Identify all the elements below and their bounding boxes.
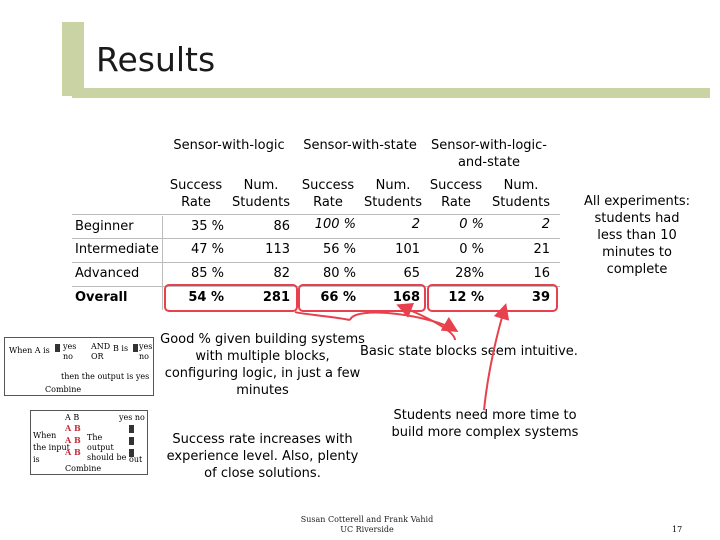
table-cell: 101 (395, 242, 420, 257)
note-success-rate: Success rate increases with experience level. Also, plenty of close solutions. (166, 432, 359, 481)
table-cell: 12 % (448, 290, 484, 305)
sub-header-success-rate: Success Rate (169, 178, 223, 210)
table-cell: 56 % (322, 242, 356, 257)
sub-header-success-rate: Success Rate (429, 178, 483, 210)
block-label: A B (65, 435, 81, 445)
arrow-from-state-note (400, 306, 455, 340)
table-cell: 21 (533, 242, 550, 257)
group-header-state: Sensor-with-state (303, 138, 417, 153)
combine-label-box (4, 385, 154, 396)
table-cell: 2 (541, 217, 550, 232)
block-label: B is (113, 344, 129, 353)
table-cell: 82 (273, 266, 290, 281)
group-header-logic-and-state: Sensor-with-logic-and-state (431, 138, 547, 170)
row-label-advanced: Advanced (75, 266, 140, 281)
row-label-intermediate: Intermediate (75, 242, 159, 257)
arrow-to-state-overall (350, 313, 455, 330)
switch-icon (55, 344, 60, 352)
block-label: then the output is yes (61, 372, 150, 381)
state-block-diagram (30, 410, 148, 466)
table-cell: 35 % (190, 219, 224, 234)
sub-header-num-students: Num. Students (232, 178, 290, 210)
sub-header-num-students: Num. Students (492, 178, 550, 210)
block-label: A B (65, 413, 80, 422)
footer-credit (292, 515, 442, 535)
block-label: is (33, 455, 40, 464)
table-cell: 16 (533, 266, 550, 281)
note-more-time: Students need more time to build more complex systems (391, 408, 579, 440)
table-cell: 86 (273, 219, 290, 234)
block-label: the input (33, 443, 70, 452)
block-label: Combine (45, 385, 82, 394)
combine-label-box (30, 464, 148, 475)
table-cell: 54 % (188, 290, 224, 305)
switch-icon (129, 437, 134, 445)
block-label: yes (63, 342, 77, 351)
block-label: yes no (119, 413, 145, 422)
logic-block-diagram (4, 337, 154, 387)
arrow-from-good-note (295, 312, 350, 320)
block-label: A B (65, 423, 81, 433)
footer-authors: Susan Cotterell and Frank Vahid (300, 515, 434, 524)
table-cell: 47 % (190, 242, 224, 257)
table-cell: 66 % (320, 290, 356, 305)
row-label-beginner: Beginner (75, 219, 134, 234)
sub-header-success-rate: Success Rate (301, 178, 355, 210)
table-cell: 2 (411, 217, 420, 232)
table-cell: 65 (403, 266, 420, 281)
block-label: The (87, 433, 103, 442)
block-label: When (33, 431, 57, 440)
block-label: out (129, 455, 143, 464)
block-label: output (87, 443, 114, 452)
block-label: no (139, 352, 149, 361)
table-cell: 0 % (459, 217, 484, 232)
block-label: AND (91, 342, 111, 351)
block-label: When A is (9, 346, 50, 355)
table-cell: 113 (265, 242, 290, 257)
block-label: A B (65, 447, 81, 457)
page-number: 17 (672, 525, 683, 534)
group-header-logic: Sensor-with-logic (173, 138, 285, 153)
table-cell: 100 % (314, 217, 356, 232)
table-cell: 85 % (190, 266, 224, 281)
note-state-blocks: Basic state blocks seem intuitive. (360, 344, 578, 359)
block-label: Combine (65, 464, 102, 473)
footer-institution: UC Riverside (340, 525, 394, 534)
sub-header-num-students: Num. Students (364, 178, 422, 210)
block-label: no (63, 352, 73, 361)
block-label: yes (139, 342, 153, 351)
table-cell: 0 % (459, 242, 484, 257)
block-label: should be (87, 453, 127, 462)
arrow-from-more-time (484, 307, 505, 410)
block-label: OR (91, 352, 104, 361)
table-cell: 39 (531, 290, 550, 305)
slide-title: Results (96, 40, 216, 79)
table-cell: 168 (392, 290, 420, 305)
switch-icon (129, 425, 134, 433)
switch-icon (133, 344, 138, 352)
table-cell: 80 % (322, 266, 356, 281)
table-cell: 281 (262, 290, 290, 305)
note-good-percent: Good % given building systems with multiple blocks, configuring logic, in just a few minutes (160, 332, 365, 398)
table-cell: 28% (455, 266, 484, 281)
note-all-experiments: All experiments: students had less than 10 minutes to complete (583, 194, 691, 277)
row-label-overall: Overall (75, 290, 128, 305)
